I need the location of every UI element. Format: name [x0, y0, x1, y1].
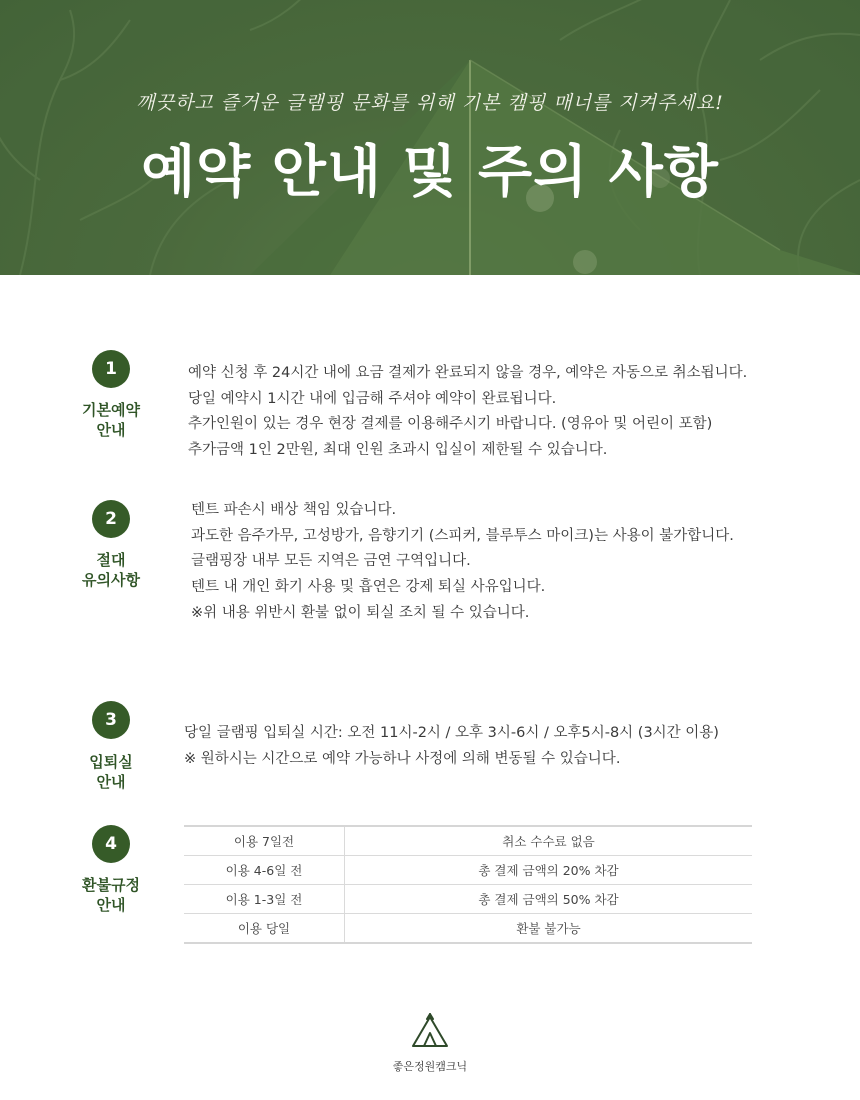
info-line: ※위 내용 위반시 환불 없이 퇴실 조치 될 수 있습니다. [191, 604, 530, 621]
table-cell-fee: 취소 수수료 없음 [345, 826, 753, 856]
section-label: 절대 유의사항 [82, 551, 140, 589]
section-number-badge: 2 [92, 500, 130, 538]
refund-table [184, 825, 752, 944]
section-text [191, 498, 734, 627]
info-line: 추가인원이 있는 경우 현장 결제를 이용해주시기 바랍니다. (영유아 및 어린이 포함) [188, 416, 713, 433]
hero-subtitle: 깨끗하고 즐거운 글램핑 문화를 위해 기본 캠핑 매너를 지켜주세요! [136, 92, 724, 114]
table-row [184, 856, 752, 885]
table-row [184, 826, 752, 856]
section-text [184, 721, 719, 772]
section-number-badge: 4 [92, 825, 130, 863]
info-line: 텐트 내 개인 화기 사용 및 흡연은 강제 퇴실 사유입니다. [191, 579, 546, 596]
section-label: 입퇴실 안내 [89, 753, 133, 791]
table-cell-fee: 환불 불가능 [345, 914, 753, 944]
section-label: 기본예약 안내 [82, 401, 140, 439]
hero-banner [0, 0, 860, 275]
info-line: ※ 원하시는 시간으로 예약 가능하나 사정에 의해 변동될 수 있습니다. [184, 750, 621, 767]
table-cell-period: 이용 4-6일 전 [184, 856, 345, 885]
section-label: 환불규정 안내 [82, 876, 140, 914]
table-cell-period: 이용 7일전 [184, 826, 345, 856]
info-line: 당일 예약시 1시간 내에 입금해 주셔야 예약이 완료됩니다. [188, 390, 557, 407]
info-line: 당일 글램핑 입퇴실 시간: 오전 11시-2시 / 오후 3시-6시 / 오후5시-8시 (3시간 이용) [184, 725, 719, 741]
section-number-badge: 3 [92, 701, 130, 739]
info-line: 글램핑장 내부 모든 지역은 금연 구역입니다. [191, 553, 471, 570]
section-text [188, 361, 747, 464]
table-cell-fee: 총 결제 금액의 20% 차감 [345, 856, 753, 885]
tent-icon [410, 1013, 450, 1049]
info-line: 텐트 파손시 배상 책임 있습니다. [191, 502, 397, 518]
table-cell-fee: 총 결제 금액의 50% 차감 [345, 885, 753, 914]
table-cell-period: 이용 당일 [184, 914, 345, 944]
info-line: 과도한 음주가무, 고성방가, 음향기기 (스피커, 블루투스 마이크)는 사용이 불가합니다. [191, 527, 734, 544]
brand-name: 좋은정원캠크닉 [392, 1060, 468, 1073]
info-line: 예약 신청 후 24시간 내에 요금 결제가 완료되지 않을 경우, 예약은 자동으로 취소됩니다. [188, 365, 748, 381]
info-line: 추가금액 1인 2만원, 최대 인원 초과시 입실이 제한될 수 있습니다. [188, 442, 608, 459]
section-number-badge: 1 [92, 350, 130, 388]
table-row [184, 885, 752, 914]
table-cell-period: 이용 1-3일 전 [184, 885, 345, 914]
page-title: 예약 안내 및 주의 사항 [141, 140, 719, 205]
table-row [184, 914, 752, 944]
